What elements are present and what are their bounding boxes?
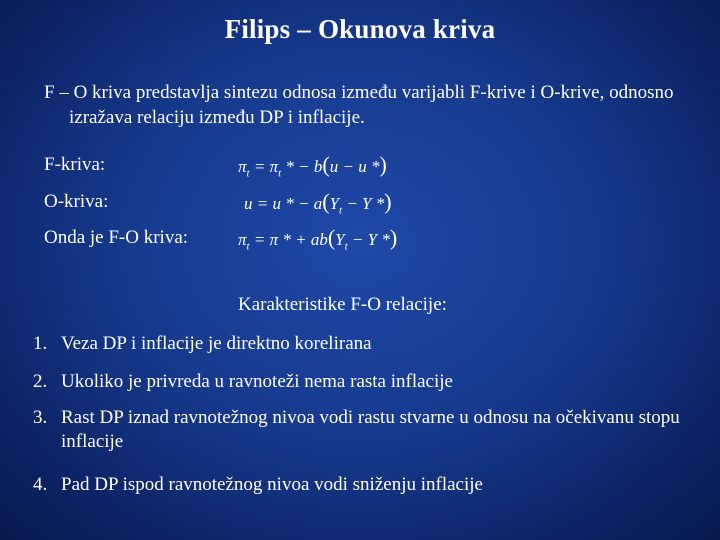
fo-curve-formula: $\pi_t = \pi$ * + $ab(Y_t - Y$ *) [238,225,398,253]
list-text: Pad DP ispod ravnotežnog nivoa vodi sniženju inflacije [61,474,483,495]
list-text: Rast DP iznad ravnotežnog nivoa vodi rastu stvarne u odnosu na očekivanu stopu inflacije [61,407,680,452]
f-curve-label: F-kriva: [44,154,106,175]
intro-paragraph: F – O kriva predstavlja sintezu odnosa između varijabli F-krive i O-krive, odnosno izražava relaciju između DP i inflacije. [44,82,674,128]
list-number: 1. [33,333,48,354]
list-number: 4. [33,474,48,495]
list-number: 3. [33,407,48,428]
slide-title: Filips – Okunova kriva [224,14,496,44]
o-curve-formula: u = u * − $a(Y_t - Y$ *) [244,189,392,217]
list-text: Veza DP i inflacije je direktno korelirana [61,333,372,354]
list-item [33,332,683,356]
list-item [33,370,683,394]
list-number: 2. [33,371,48,392]
o-curve-label: O-kriva: [44,191,109,212]
list-item [33,406,683,454]
f-curve-formula: $\pi_t = \pi_t$ * − b(u − u *) [238,152,387,180]
list-item [33,473,683,497]
list-text: Ukoliko je privreda u ravnoteži nema rasta inflacije [61,371,453,392]
fo-curve-label: Onda je F-O kriva: [44,227,189,248]
characteristics-heading: Karakteristike F-O relacije: [238,294,447,315]
